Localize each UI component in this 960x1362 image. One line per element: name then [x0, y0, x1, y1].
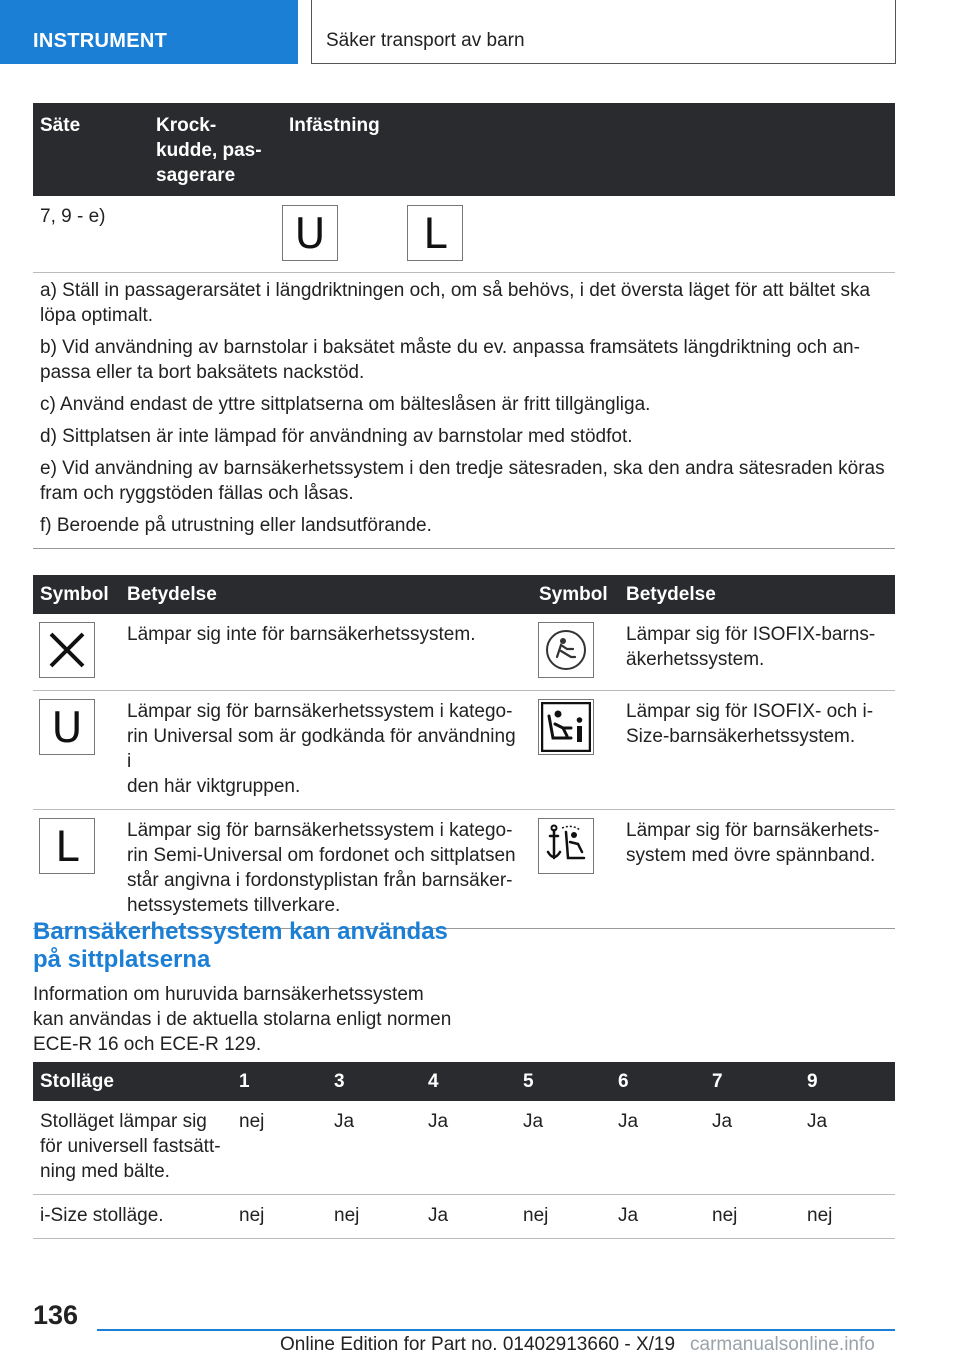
symbol-meaning: Lämpar sig inte för barnsäkerhetssystem. [120, 614, 532, 691]
table-row [33, 1101, 895, 1195]
semi-universal-l-icon: L [407, 205, 463, 261]
isofix-icon [538, 622, 594, 678]
symbol-meaning: Lämpar sig för barnsäkerhetssystem i katego- rin Universal som är godkända för användning i den här viktgruppen. [120, 691, 532, 810]
col-header-meaning-1: Betydelse [120, 575, 532, 614]
symbol-meaning: Lämpar sig för barnsäkerhetssystem i katego- rin Semi-Universal om fordonet och sittplatsen står angivna i fordonstyplistan från barnsäker- hetssystemets tillverkare. [120, 810, 532, 929]
section-body: Information om huruvida barnsäkerhetssystem kan användas i de aktuella stolarna enligt normen ECE-R 16 och ECE-R 129. [33, 984, 452, 1055]
seat-position-table [33, 1062, 895, 1239]
page-number: 136 [33, 1300, 79, 1330]
footnote-a: a) Ställ in passagerarsätet i längdriktningen och, om så behövs, i det översta läget för att bältet ska löpa optimalt. [40, 280, 871, 326]
footnote-d: d) Sittplatsen är inte lämpad för användning av barnstolar med stödfot. [40, 426, 633, 447]
row-label: Stolläget lämpar sig för universell fastsätt- ning med bälte. [33, 1101, 232, 1195]
table-cell: nej [800, 1195, 895, 1239]
not-suitable-x-icon [39, 622, 95, 678]
seat-table [33, 103, 895, 273]
page-title: Säker transport av barn [311, 0, 896, 64]
col-header-mounting: Infästning [282, 103, 407, 196]
table-cell: nej [516, 1195, 611, 1239]
table-row [33, 614, 895, 691]
edition-footer: Online Edition for Part no. 01402913660 - X/19 [280, 1334, 676, 1355]
table-cell: Ja [611, 1101, 705, 1195]
section-heading: Barnsäkerhetssystem kan användas på sittplatserna [33, 918, 448, 973]
table-row [33, 691, 895, 810]
col-header-position: Stolläge [33, 1062, 232, 1101]
col-header-1: 1 [232, 1062, 327, 1101]
table-cell: Ja [516, 1101, 611, 1195]
symbol-meaning: Lämpar sig för ISOFIX- och i- Size-barnsäkerhetssystem. [619, 691, 895, 810]
col-header-5: 5 [516, 1062, 611, 1101]
isize-icon [538, 699, 594, 755]
header-section-label: INSTRUMENT [0, 0, 298, 64]
col-header-4: 4 [421, 1062, 516, 1101]
footnote-b: b) Vid användning av barnstolar i baksätet måste du ev. anpassa framsätets längdriktning och an- passa eller ta bort baksätets nackstöd. [40, 337, 860, 383]
table-cell: Ja [611, 1195, 705, 1239]
top-tether-icon [538, 818, 594, 874]
footnote-e: e) Vid användning av barnsäkerhetssystem i den tredje sätesraden, ska den andra sätesraden köras fram och ryggstöden fällas och låsas. [40, 458, 885, 504]
table-cell: Ja [800, 1101, 895, 1195]
table-cell: Ja [705, 1101, 800, 1195]
footnotes [33, 268, 895, 549]
watermark: carmanualsonline.info [690, 1334, 875, 1355]
seat-cell: 7, 9 - e) [33, 196, 149, 272]
table-row [33, 1195, 895, 1239]
universal-u-icon: U [39, 699, 95, 755]
table-row [33, 810, 895, 929]
col-header-symbol-1: Symbol [33, 575, 120, 614]
table-cell: Ja [327, 1101, 421, 1195]
col-header-6: 6 [611, 1062, 705, 1101]
table-cell: nej [327, 1195, 421, 1239]
table-cell: Ja [421, 1195, 516, 1239]
col-header-meaning-2: Betydelse [619, 575, 895, 614]
footnote-c: c) Använd endast de yttre sittplatserna om bälteslåsen är fritt tillgängliga. [40, 394, 651, 415]
symbol-table [33, 575, 895, 929]
table-cell: Ja [421, 1101, 516, 1195]
symbol-meaning: Lämpar sig för ISOFIX-barns- äkerhetssystem. [619, 614, 895, 691]
row-label: i-Size stolläge. [33, 1195, 232, 1239]
table-cell: nej [232, 1195, 327, 1239]
col-header-seat: Säte [33, 103, 149, 196]
universal-u-icon: U [282, 205, 338, 261]
semi-universal-l-icon: L [39, 818, 95, 874]
footnote-f: f) Beroende på utrustning eller landsutförande. [40, 515, 432, 536]
table-cell: nej [232, 1101, 327, 1195]
col-header-7: 7 [705, 1062, 800, 1101]
table-row [33, 196, 895, 272]
footer-divider [97, 1329, 895, 1331]
col-header-airbag: Krock- kudde, pas- sagerare [149, 103, 282, 196]
col-header-3: 3 [327, 1062, 421, 1101]
col-header-9: 9 [800, 1062, 895, 1101]
col-header-symbol-2: Symbol [532, 575, 619, 614]
symbol-meaning: Lämpar sig för barnsäkerhets- system med övre spännband. [619, 810, 895, 929]
table-cell: nej [705, 1195, 800, 1239]
